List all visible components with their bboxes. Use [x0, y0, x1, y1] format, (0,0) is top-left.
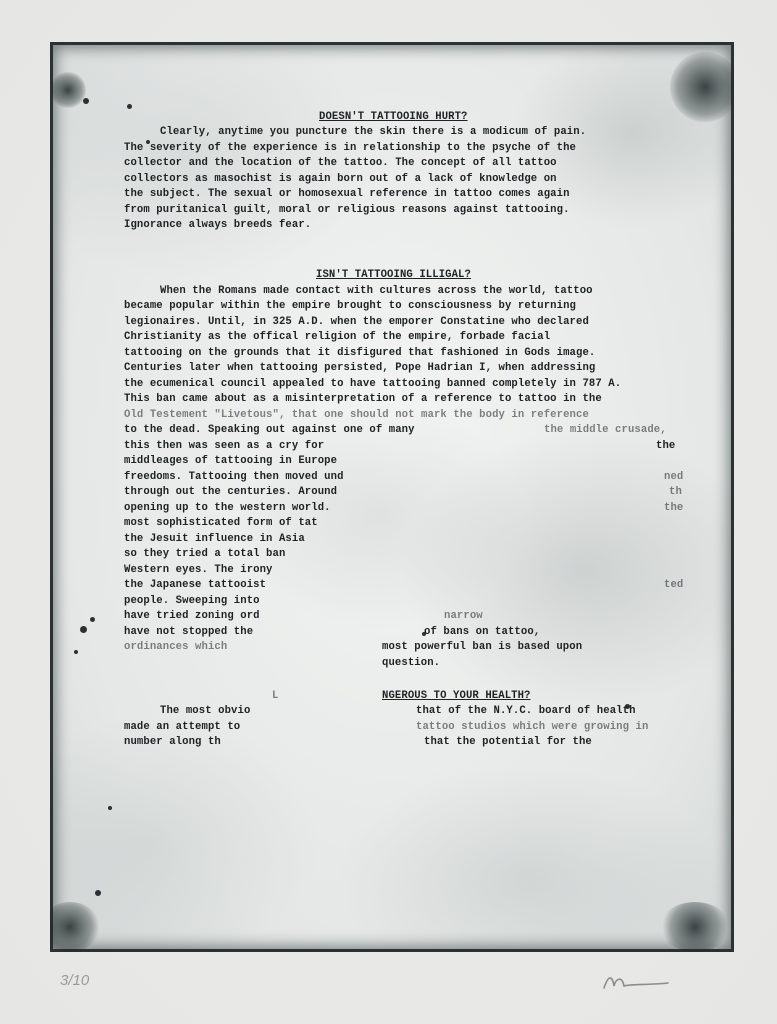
- text-line: Western eyes. The irony: [124, 564, 273, 576]
- text-line: the Japanese tattooist: [124, 579, 267, 591]
- text-line: Clearly, anytime you puncture the skin there is a modicum of pain.: [160, 126, 587, 138]
- text-line: This ban came about as a misinterpretation of a reference to tattoo in the: [124, 393, 602, 405]
- text-line: collectors as masochist is again born out of a lack of knowledge on: [124, 173, 557, 185]
- text-line: When the Romans made contact with cultures across the world, tattoo: [160, 285, 593, 297]
- text-fragment: the: [656, 440, 676, 452]
- text-line: Old Testement "Livetous", that one should not mark the body in reference: [124, 409, 589, 421]
- section-heading: NGEROUS TO YOUR HEALTH?: [382, 690, 531, 702]
- text-fragment: the: [664, 502, 684, 514]
- text-line: from puritanical guilt, moral or religious reasons against tattooing.: [124, 204, 570, 216]
- text-line: legionaires. Until, in 325 A.D. when the emporer Constatine who declared: [124, 316, 589, 328]
- text-line: made an attempt to: [124, 721, 241, 733]
- text-fragment: th: [669, 486, 682, 498]
- text-line: freedoms. Tattooing then moved und: [124, 471, 344, 483]
- text-line: this then was seen as a cry for: [124, 440, 325, 452]
- corner-stain: [670, 52, 734, 122]
- ink-speck: [83, 98, 89, 104]
- text-line: middleages of tattooing in Europe: [124, 455, 338, 467]
- text-line: number along th: [124, 736, 221, 748]
- text-line: ordinances which: [124, 641, 228, 653]
- text-line: to the dead. Speaking out against one of many: [124, 424, 415, 436]
- section-heading-fragment: L: [272, 690, 279, 702]
- text-fragment: ted: [664, 579, 684, 591]
- ink-speck: [90, 617, 95, 622]
- text-line: so they tried a total ban: [124, 548, 286, 560]
- text-fragment: that the potential for the: [424, 736, 592, 748]
- text-fragment: that of the N.Y.C. board of health: [416, 705, 636, 717]
- text-fragment: ned: [664, 471, 684, 483]
- text-line: most sophisticated form of tat: [124, 517, 318, 529]
- text-fragment: tattoo studios which were growing in: [416, 721, 649, 733]
- ink-speck: [80, 626, 87, 633]
- corner-stain: [50, 72, 86, 108]
- corner-stain: [50, 902, 100, 952]
- corner-stain: [660, 902, 730, 952]
- text-line: the ecumenical council appealed to have tattooing banned completely in 787 A.: [124, 378, 622, 390]
- text-line: became popular within the empire brought to consciousness by returning: [124, 300, 577, 312]
- text-line: people. Sweeping into: [124, 595, 260, 607]
- edition-number: 3/10: [60, 972, 90, 989]
- ink-speck: [74, 650, 78, 654]
- text-fragment: narrow: [444, 610, 483, 622]
- text-line: Ignorance always breeds fear.: [124, 219, 312, 231]
- text-line: Centuries later when tattooing persisted, Pope Hadrian I, when addressing: [124, 362, 596, 374]
- text-fragment: most powerful ban is based upon: [382, 641, 583, 653]
- ink-speck: [108, 806, 112, 810]
- section-heading: DOESN'T TATTOOING HURT?: [319, 111, 468, 123]
- ink-speck: [95, 890, 101, 896]
- text-line: tattooing on the grounds that it disfigured that fashioned in Gods image.: [124, 347, 596, 359]
- text-line: The severity of the experience is in relationship to the psyche of the: [124, 142, 577, 154]
- text-line: opening up to the western world.: [124, 502, 331, 514]
- text-line: The most obvio: [160, 705, 251, 717]
- text-fragment: the middle crusade,: [544, 424, 667, 436]
- ink-speck: [127, 104, 132, 109]
- text-line: the subject. The sexual or homosexual reference in tattoo comes again: [124, 188, 570, 200]
- text-line: have not stopped the: [124, 626, 254, 638]
- artist-signature: [600, 968, 672, 994]
- text-line: through out the centuries. Around: [124, 486, 338, 498]
- text-line: have tried zoning ord: [124, 610, 260, 622]
- text-line: the Jesuit influence in Asia: [124, 533, 305, 545]
- text-fragment: question.: [382, 657, 441, 669]
- text-fragment: of bans on tattoo,: [424, 626, 541, 638]
- section-heading: ISN'T TATTOOING ILLIGAL?: [316, 269, 471, 281]
- text-line: Christianity as the offical religion of the empire, forbade facial: [124, 331, 551, 343]
- text-line: collector and the location of the tattoo. The concept of all tattoo: [124, 157, 557, 169]
- etching-plate: [50, 42, 734, 952]
